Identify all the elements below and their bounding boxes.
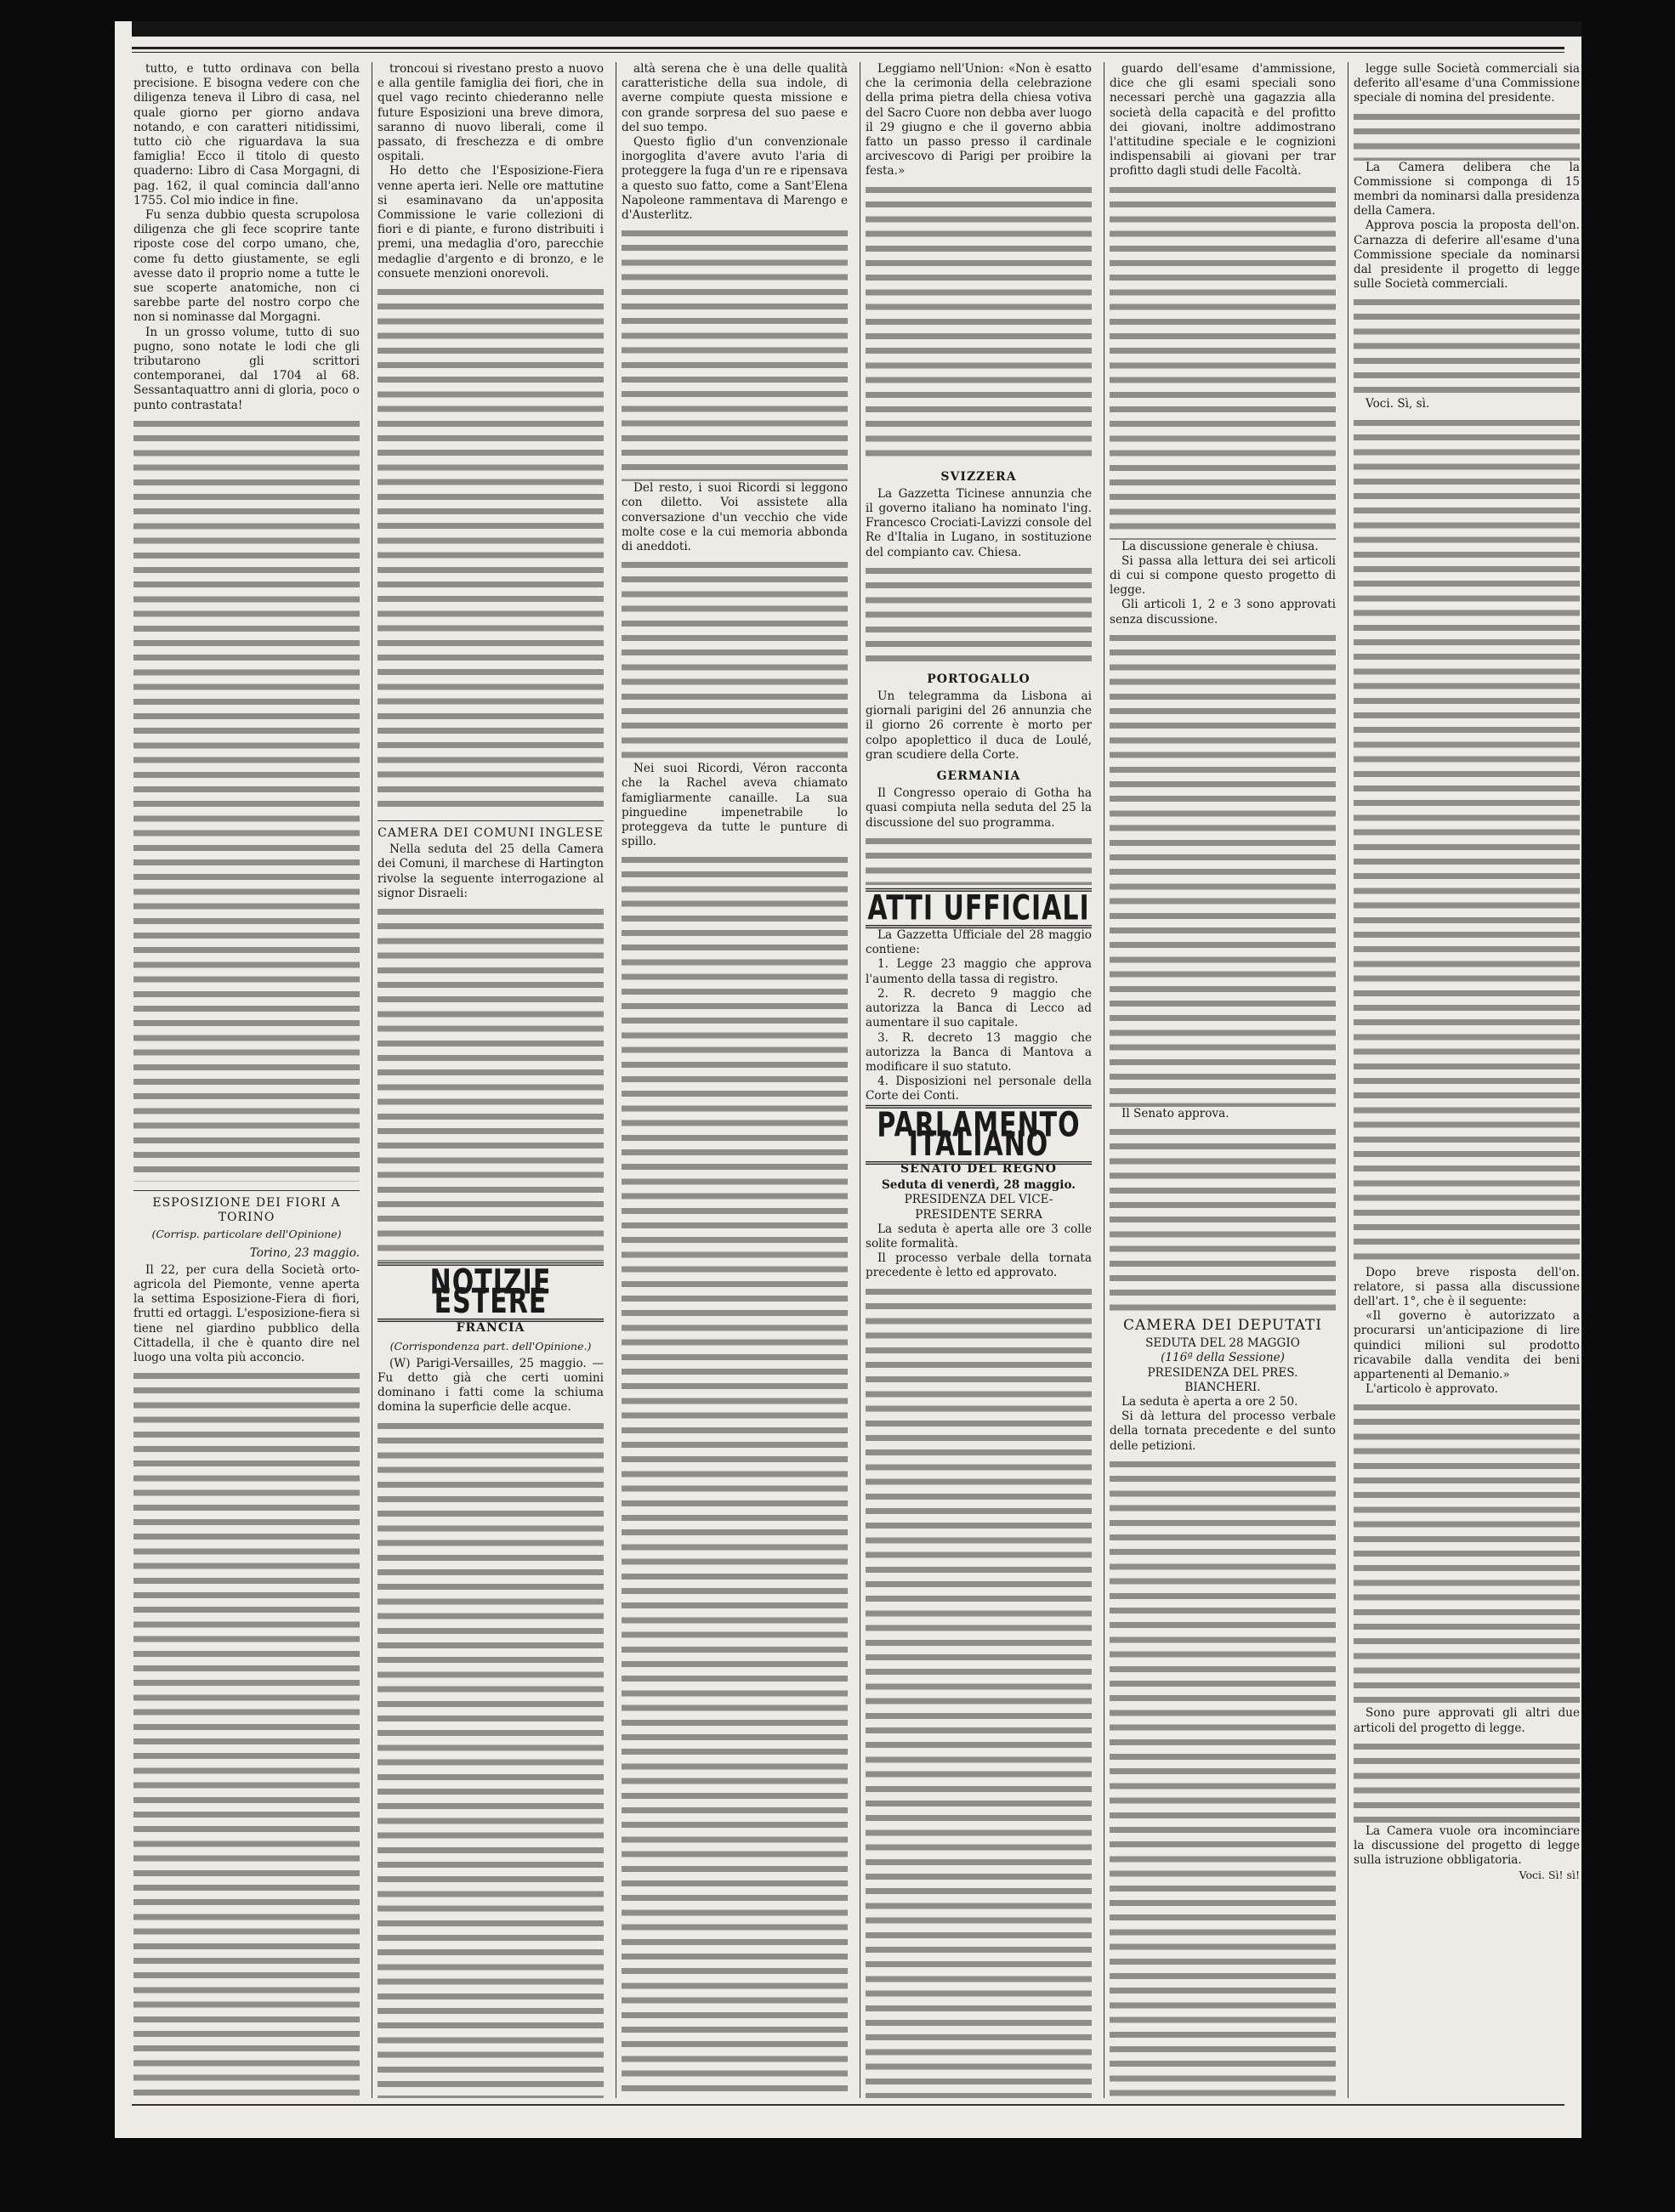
col5-sitting-line: SEDUTA DEL 28 MAGGIO	[1145, 1336, 1300, 1351]
col6-text-block	[1354, 416, 1580, 1266]
footer-rule	[132, 2104, 1564, 2106]
col5-paragraph: La discussione generale è chiusa.	[1121, 539, 1319, 553]
col1-paragraph: Fu senza dubbio questa scrupolosa diligenza che gli fece scoprire tante riposte cose del corpo umano, che, come fu detto giustamente, se egli avesse dato il proprio nome a tutte le sue scoperte anatomiche, non ci sarebbe parte del nostro corpo che non si nominasse dal Morgagni.	[133, 208, 360, 325]
column-divider	[1348, 62, 1349, 2098]
columns	[133, 62, 1580, 2098]
col5-section-title: CAMERA DEI DEPUTATI	[1122, 1317, 1323, 1335]
col5-text-block	[1110, 1457, 1336, 2098]
header-rule-thin	[132, 52, 1564, 53]
col5-paragraph: Si passa alla lettura dei sei articoli di cui si compone questo progetto di legge.	[1110, 553, 1336, 598]
col4-list-item: 2. R. decreto 9 maggio che autorizza la Banca di Lecco ad aumentare il suo capitale.	[866, 986, 1092, 1030]
col6-paragraph: La Camera delibera che la Commissione si componga di 15 membri da nominarsi dalla presidenza della Camera.	[1354, 160, 1580, 218]
newspaper-page	[115, 21, 1581, 2138]
col4-list-item: 1. Legge 23 maggio che approva l'aumento della tassa di registro.	[866, 957, 1092, 986]
col3-paragraph: Del resto, i suoi Ricordi si leggono con diletto. Voi assistete alla conversazione d'un vecchio che vide molte cose e la cui memoria abbonda di aneddoti.	[622, 481, 848, 554]
col6-paragraph: Sono pure approvati gli altri due articoli del progetto di legge.	[1354, 1706, 1580, 1735]
col4-presidency-line: PRESIDENZA DEL VICE-PRESIDENTE SERRA	[904, 1193, 1053, 1222]
col5-paragraph: Il Senato approva.	[1121, 1106, 1229, 1120]
column-1	[133, 62, 360, 2098]
col6-paragraph: legge sulle Società commerciali sia deferito all'esame d'una Commissione speciale di nomina del presidente.	[1354, 62, 1580, 105]
col2-paragraph: troncoui si rivestano presto a nuovo e alla gentile famiglia dei fiori, che in quel vago recinto chiederanno nelle future Esposizioni una breve dimora, saranno di nuovo liberali, come il passato, di freschezza e di ombre ospitali.	[378, 62, 604, 164]
col2-note: (Corrispondenza part. dell'Opinione.)	[389, 1339, 592, 1353]
col1-text-block	[133, 417, 360, 1182]
col2-text-block	[378, 905, 604, 1262]
col6-closing-line: Voci. Sì! sì!	[1519, 1869, 1580, 1882]
col4-paragraph: Leggiamo nell'Union: «Non è esatto che la cerimonia della celebrazione della prima pietra della chiesa votiva del Sacro Cuore non debba aver luogo il 29 giugno e che il governo abbia fatto un passo presso il cardinale arcivescovo di Parigi per proibire la festa.»	[866, 62, 1092, 179]
col2-paragraph: Nella seduta del 25 della Camera dei Comuni, il marchese di Hartington rivolse la seguente interrogazione al signor Disraeli:	[378, 842, 604, 900]
col5-text-block	[1110, 183, 1336, 540]
top-edge-band	[132, 21, 1581, 37]
col3-text-block	[622, 853, 848, 2098]
col5-paragraph: Si dà lettura del processo verbale della tornata precedente e del sunto delle petizioni.	[1110, 1409, 1336, 1453]
col1-dateline: Torino, 23 maggio.	[249, 1246, 360, 1261]
col5-session-line: (116ª della Sessione)	[1161, 1351, 1285, 1365]
col4-paragraph: La seduta è aperta alle ore 3 colle solite formalità.	[866, 1222, 1092, 1251]
col5-text-block	[1110, 1125, 1336, 1312]
col3-paragraph: altà serena che è una delle qualità caratteristiche della sua indole, di averne compiute questa missione e con grande sorpresa del suo paese e del suo tempo.	[622, 62, 848, 134]
col4-text-block	[866, 1285, 1092, 2098]
col3-paragraph: Questo figlio d'un convenzionale inorgoglita d'avere avuto l'aria di proteggere la fuga d'un re e ripensava a questo suo fatto, come a Sant'Elena Napoleone rammentava di Marengo e d'Austerlitz.	[622, 135, 848, 223]
col4-country-heading: GERMANIA	[936, 769, 1021, 784]
col5-text-block	[1110, 631, 1336, 1107]
col3-text-block	[622, 226, 848, 481]
col4-text-block	[866, 834, 1092, 885]
col6-text-block	[1354, 1739, 1580, 1824]
col2-text-block	[378, 1419, 604, 2098]
col4-list-item: 3. R. decreto 13 maggio che autorizza la Banca di Mantova a modificare il suo statuto.	[866, 1030, 1092, 1074]
col4-heavy-title: ATTI UFFICIALI	[866, 888, 1092, 929]
col5-presidency-line: PRESIDENZA DEL PRES. BIANCHERI.	[1147, 1365, 1298, 1394]
col1-paragraph: tutto, e tutto ordinava con bella precisione. E bisogna vedere con che diligenza teneva il Libro di casa, nel quale giorno per giorno andava notando, e con caratteri nitidissimi, tutto ciò che riguardava la sua famiglia! Ecco il titolo di questo quaderno: Libro di Casa Morgagni, di pag. 162, il qual comincia dall'anno 1755. Col mio indice in fine.	[133, 62, 360, 207]
col2-section-title: CAMERA DEI COMUNI INGLESE	[378, 820, 604, 841]
col6-text-block	[1354, 110, 1580, 161]
col6-paragraph: Voci. Sì, sì.	[1366, 397, 1430, 411]
col1-paragraph: In un grosso volume, tutto di suo pugno, sono notate le lodi che gli tributarono gli scrittori contemporanei, dal 1704 al 68. Sessantaquattro anni di gloria, poco o punto contrastata!	[133, 325, 360, 412]
col2-text-block	[378, 285, 604, 812]
col4-paragraph: La Gazzetta Ticinese annunzia che il governo italiano ha nominato l'ing. Francesco Crociati-Lavizzi console del Re d'Italia in Lugano, in sostituzione del compianto cav. Chiesa.	[866, 486, 1092, 559]
col2-paragraph: (W) Parigi-Versailles, 25 maggio. — Fu detto già che certi uomini dominano i fatti come la schiuma domina la superficie delle acque.	[378, 1356, 604, 1415]
column-6	[1354, 62, 1580, 2098]
col6-paragraph: La Camera vuole ora incominciare la discussione del progetto di legge sulla istruzione obbligatoria.	[1354, 1823, 1580, 1868]
col1-text-block	[133, 1369, 360, 2098]
col6-paragraph: Approva poscia la proposta dell'on. Carnazza di deferire all'esame d'una Commissione speciale da nominarsi dal presidente il progetto di legge sulle Società commerciali.	[1354, 218, 1580, 292]
col3-text-block	[622, 558, 848, 762]
col6-paragraph: «Il governo è autorizzato a procurarsi un'anticipazione di lire quindici milioni sul prodotto ricavabile dalla vendita dei beni appartenenti al Demanio.»	[1354, 1309, 1580, 1382]
col4-country-heading: SVIZZERA	[940, 469, 1017, 484]
col1-section-title: ESPOSIZIONE DEI FIORI A TORINO	[133, 1190, 360, 1225]
column-4	[866, 62, 1092, 2098]
col4-paragraph: La Gazzetta Ufficiale del 28 maggio contiene:	[866, 928, 1092, 957]
header-rule	[132, 47, 1564, 49]
col6-paragraph: L'articolo è approvato.	[1366, 1382, 1498, 1397]
col5-paragraph: La seduta è aperta a ore 2 50.	[1121, 1395, 1298, 1409]
column-5	[1110, 62, 1336, 2098]
column-2	[378, 62, 604, 2098]
col1-section-subtitle: (Corrisp. particolare dell'Opinione)	[151, 1228, 342, 1241]
col2-heavy-title: NOTIZIE ESTERE	[378, 1262, 604, 1323]
col1-paragraph: Il 22, per cura della Società orto-agricola del Piemonte, venne aperta la settima Esposizione-Fiera di fiori, frutti ed ortaggi. L'esposizione-fiera si tiene nel giardino pubblico della Cittadella, il che è quanto dire nel luogo una volta più acconcio.	[133, 1262, 360, 1364]
col2-paragraph: Ho detto che l'Esposizione-Fiera venne aperta ieri. Nelle ore mattutine si esaminavano da un'apposita Commissione le varie collezioni di fiori e di piante, e furono distribuiti i premi, una medaglia d'oro, parecchie medaglie d'argento e di bronzo, e le consuete menzioni onorevoli.	[378, 164, 604, 281]
col4-senate-heading: SENATO DEL REGNO	[900, 1161, 1057, 1176]
col3-paragraph: Nei suoi Ricordi, Véron racconta che la Rachel aveva chiamato famigliarmente canaille. La sua pinguedine impenetrabile lo proteggeva da tutte le punture di spillo.	[622, 762, 848, 849]
col4-country-heading: PORTOGALLO	[927, 672, 1031, 686]
col4-paragraph: Il Congresso operaio di Gotha ha quasi compiuta nella seduta del 25 la discussione del suo programma.	[866, 786, 1092, 830]
col6-text-block	[1354, 1400, 1580, 1706]
col4-sitting-line: Seduta di venerdì, 28 maggio.	[881, 1178, 1076, 1193]
col4-text-block	[866, 564, 1092, 666]
col6-text-block	[1354, 295, 1580, 397]
col4-paragraph: Il processo verbale della tornata precedente è letto ed approvato.	[866, 1251, 1092, 1280]
col4-paragraph: Un telegramma da Lisbona ai giornali parigini del 26 annunzia che il giorno 26 corrente è morto per colpo apoplettico il duca de Loulé, gran scudiere della Corte.	[866, 689, 1092, 762]
col6-paragraph: Dopo breve risposta dell'on. relatore, si passa alla discussione dell'art. 1°, che è il seguente:	[1354, 1265, 1580, 1309]
col4-heavy-title-parliament: PARLAMENTO ITALIANO	[866, 1104, 1092, 1165]
col2-country-heading: FRANCIA	[456, 1321, 525, 1336]
col4-text-block	[866, 183, 1092, 463]
column-3	[622, 62, 848, 2098]
col4-list-item: 4. Disposizioni nel personale della Corte dei Conti.	[866, 1075, 1092, 1103]
col5-paragraph: Gli articoli 1, 2 e 3 sono approvati senza discussione.	[1110, 598, 1336, 627]
col5-paragraph: guardo dell'esame d'ammissione, dice che gli esami speciali sono necessari perchè una gagazzia alla società della capacità e del profitto dei giovani, inoltre addimostrano l'attitudine speciale e le cognizioni indispensabili ai giovani per trar profitto dagli studi delle Facoltà.	[1110, 62, 1336, 179]
